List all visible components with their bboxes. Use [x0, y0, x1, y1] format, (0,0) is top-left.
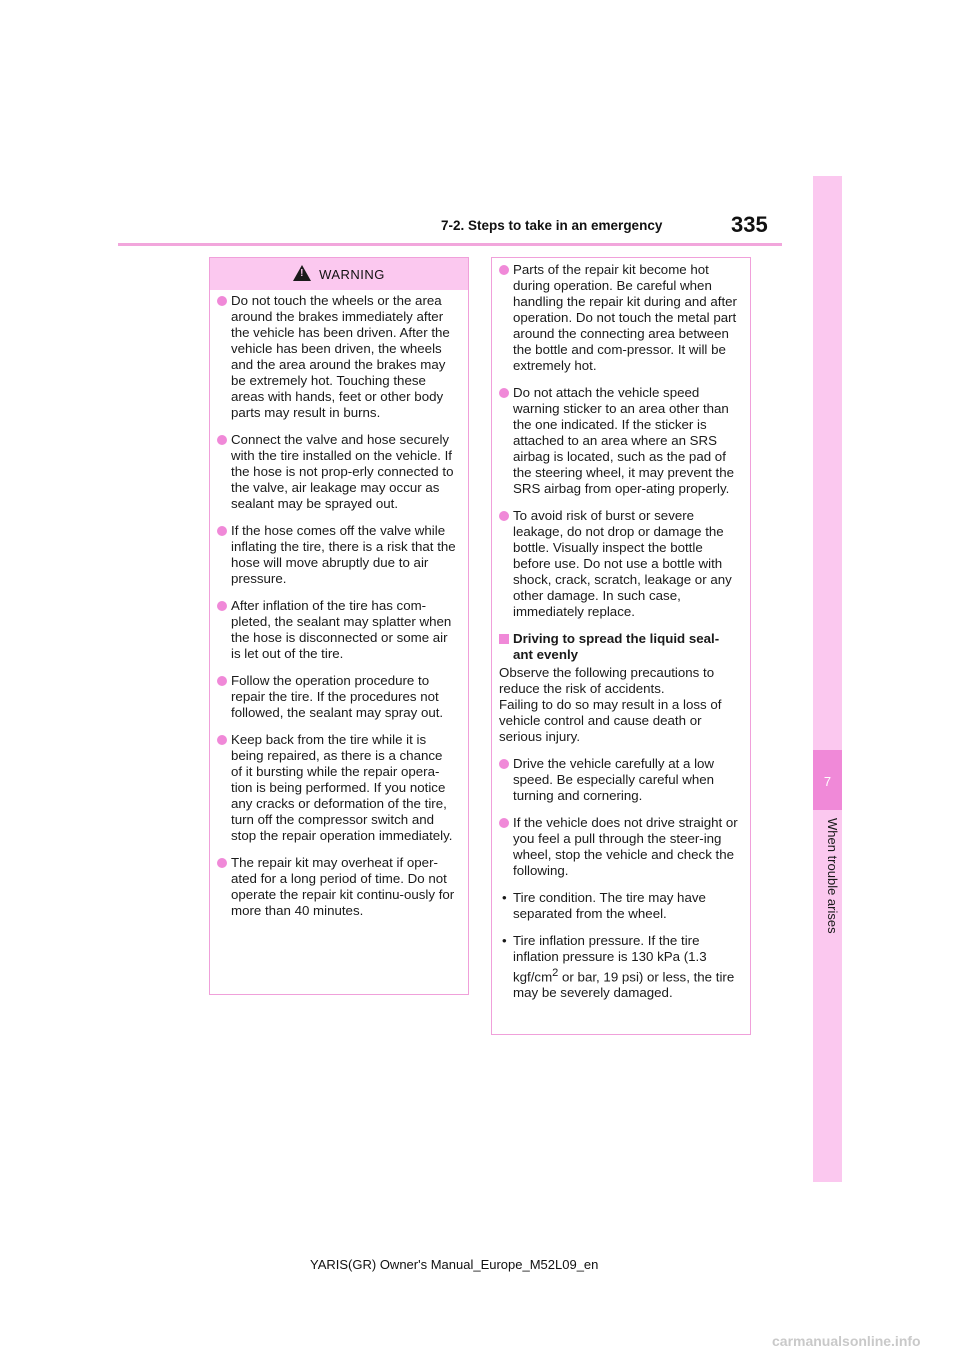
- warning-intro-line: Failing to do so may result in a loss of vehicle control and cause death or serious injury.: [499, 697, 722, 744]
- warning-intro-line: Observe the following precautions to reduce the risk of accidents.: [499, 665, 715, 696]
- chapter-label: When trouble arises: [825, 818, 840, 934]
- warning-bullet: If the vehicle does not drive straight or you feel a pull through the steer-ing wheel, stop the vehicle and check the following.: [499, 815, 738, 879]
- warning-header: [210, 258, 468, 290]
- warning-title: WARNING: [319, 266, 385, 282]
- manual-footer: YARIS(GR) Owner's Manual_Europe_M52L09_en: [310, 1257, 599, 1272]
- warning-bullet: To avoid risk of burst or severe leakage, do not drop or damage the bottle. Visually inspect the bottle before use. Do not use a bottle with shock, crack, scratch, leakage or any other damage. In such case, immediately replace.: [499, 508, 738, 620]
- warning-bullet: Drive the vehicle carefully at a low speed. Be especially careful when turning and cornering.: [499, 756, 738, 804]
- warning-bullet: Connect the valve and hose securely with the tire installed on the vehicle. If the hose is not prop-erly connected to the valve, air leakage may occur as sealant may be sprayed out.: [217, 432, 456, 512]
- warning-subheading: Driving to spread the liquid seal-ant evenly: [499, 631, 738, 663]
- warning-box-left: [209, 257, 469, 995]
- warning-box-right: [491, 257, 751, 1035]
- watermark: carmanualsonline.info: [772, 1333, 921, 1349]
- chapter-number: 7: [813, 750, 842, 810]
- check-item-text: Tire inflation pressure. If the tire inflation pressure is 130 kPa (1.3 kgf/cm: [513, 933, 707, 985]
- chapter-side-tab: [813, 176, 842, 1182]
- section-title: 7-2. Steps to take in an emergency: [441, 218, 663, 233]
- check-item-text: or bar, 19 psi) or less, the tire may be severely damaged.: [513, 969, 735, 1001]
- warning-bullet: Do not touch the wheels or the area around the brakes immediately after the vehicle has been driven. After the vehicle has been driven, the wheels and the area around the brakes may be extremely hot. Touching these areas with hands, feet or other body parts may result in burns.: [217, 293, 456, 421]
- warning-triangle-icon: [293, 265, 311, 281]
- warning-intro: [499, 665, 738, 745]
- check-item: [499, 933, 738, 1001]
- check-item: • Tire condition. The tire may have separated from the wheel.: [499, 890, 738, 922]
- warning-bullet: Keep back from the tire while it is being repaired, as there is a chance of it bursting while the repair opera-tion is being performed. If you notice any cracks or deformation of the tire, turn off the compressor switch and stop the repair operation immediately.: [217, 732, 456, 844]
- warning-bullet: Do not attach the vehicle speed warning sticker to an area other than the one indicated. If the sticker is attached to an area where an SRS airbag is located, such as the pad of the steering wheel, it may prevent the SRS airbag from oper-ating properly.: [499, 385, 738, 497]
- warning-bullet: After inflation of the tire has com-pleted, the sealant may splatter when the hose is disconnected or some air is let out of the tire.: [217, 598, 456, 662]
- warning-bullet: Parts of the repair kit become hot during operation. Be careful when handling the repair kit during and after operation. Do not touch the metal part around the connecting area between the bottle and com-pressor. It will be extremely hot.: [499, 262, 738, 374]
- warning-bullet: If the hose comes off the valve while inflating the tire, there is a risk that the hose will move abruptly due to air pressure.: [217, 523, 456, 587]
- warning-content-right: [492, 258, 750, 1001]
- superscript: 2: [552, 967, 559, 979]
- warning-bullet: The repair kit may overheat if oper-ated for a long period of time. Do not operate the repair kit continu-ously for more than 40 minutes.: [217, 855, 456, 919]
- header-rule: [118, 243, 782, 246]
- warning-content-left: [210, 290, 468, 919]
- warning-bullet: Follow the operation procedure to repair the tire. If the procedures not followed, the sealant may spray out.: [217, 673, 456, 721]
- page-number: 335: [731, 212, 768, 237]
